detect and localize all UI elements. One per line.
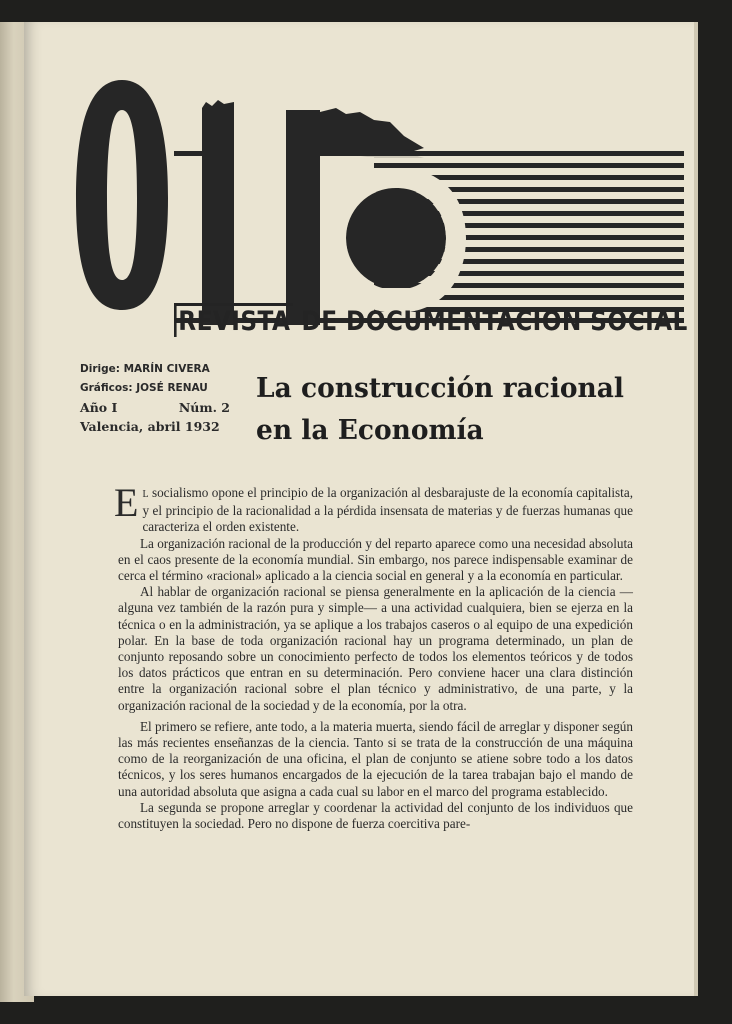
paragraph-4: El primero se refiere, ante todo, a la materia muerta, siendo fácil de arreglar y disponer según las más recientes enseñanzas de la ciencia. Tanto si se trata de la construcción de una máquina como de la reorganización de una oficina, el plan de conjunto se atiene sobre todo a los datos técnicos, y los seres humanos encargados de la ejecución de la tarea trabajan bajo el mando de una autoridad absoluta que asigna a cada cual su labor en el marco del programa establecido. bbox=[118, 718, 633, 799]
director-name: MARÍN CIVERA bbox=[123, 363, 210, 375]
page-edge bbox=[694, 22, 698, 996]
article-title bbox=[256, 368, 638, 452]
place-date: Valencia, abril 1932 bbox=[80, 419, 220, 434]
article-body bbox=[114, 480, 633, 832]
paragraph-1-text: socialismo opone el principio de la organización al desbarajuste de la economía capitalista, y el principio de la racionalidad a la pérdida insensata de materias y de fuerzas humanas que caracteriza el orden existente. bbox=[142, 485, 633, 535]
magazine-page bbox=[24, 22, 696, 996]
issue-year: Año I bbox=[80, 400, 118, 415]
place-date-line bbox=[80, 417, 230, 436]
graphics-line bbox=[80, 379, 230, 398]
title-line-1: La construcción racional bbox=[256, 373, 624, 404]
subtitle-boxed-word: REVISTA bbox=[174, 303, 293, 337]
subtitle-rest: DE DOCUMENTACION SOCIAL bbox=[301, 306, 688, 337]
issue-number: Núm. 2 bbox=[178, 400, 230, 415]
issue-line bbox=[80, 398, 230, 417]
paragraph-1 bbox=[114, 480, 633, 536]
director-label: Dirige: bbox=[80, 363, 120, 375]
magazine-subtitle bbox=[174, 306, 688, 337]
paragraph-3: Al hablar de organización racional se piensa generalmente en la aplicación de la ciencia —alguna vez también de la razón pura y simple— a una actividad cualquiera, bien se ejerza en la técnica o en la administración, ya se aplique a los trabajos caseros o al equipo de una expedición polar. En la base de toda organización racional hay un programa determinado, un plan de conjunto reposando sobre un conocimiento perfecto de todos los elementos teóricos y de todos los datos prácticos que entran en su determinación. Pero conviene hacer una clara distinción entre la organización racional sobre el plan técnico y administrativo, de una parte, y la organización racional de la sociedad y de la economía, por la otra. bbox=[118, 584, 633, 713]
drop-cap: E bbox=[114, 480, 139, 525]
orto-logo bbox=[74, 78, 689, 338]
graphics-name: JOSÉ RENAU bbox=[136, 382, 208, 394]
paragraph-5: La segunda se propone arreglar y coordenar la actividad del conjunto de los individuos que constituyen la sociedad. Pero no dispone de fuerza coercitiva pare- bbox=[118, 799, 633, 832]
credits-block bbox=[80, 360, 230, 436]
paragraph-2: La organización racional de la producción y del reparto aparece como una necesidad absoluta en el caos presente de la economía mundial. Sin embargo, nos parece indispensable examinar de cerca el término «racional» aplicado a la ciencia social en general y a la economía en particular. bbox=[118, 535, 633, 584]
title-line-2: en la Economía bbox=[256, 415, 484, 446]
drop-cap-rest: L bbox=[142, 489, 149, 500]
graphics-label: Gráficos: bbox=[80, 382, 133, 394]
director-line bbox=[80, 360, 230, 379]
